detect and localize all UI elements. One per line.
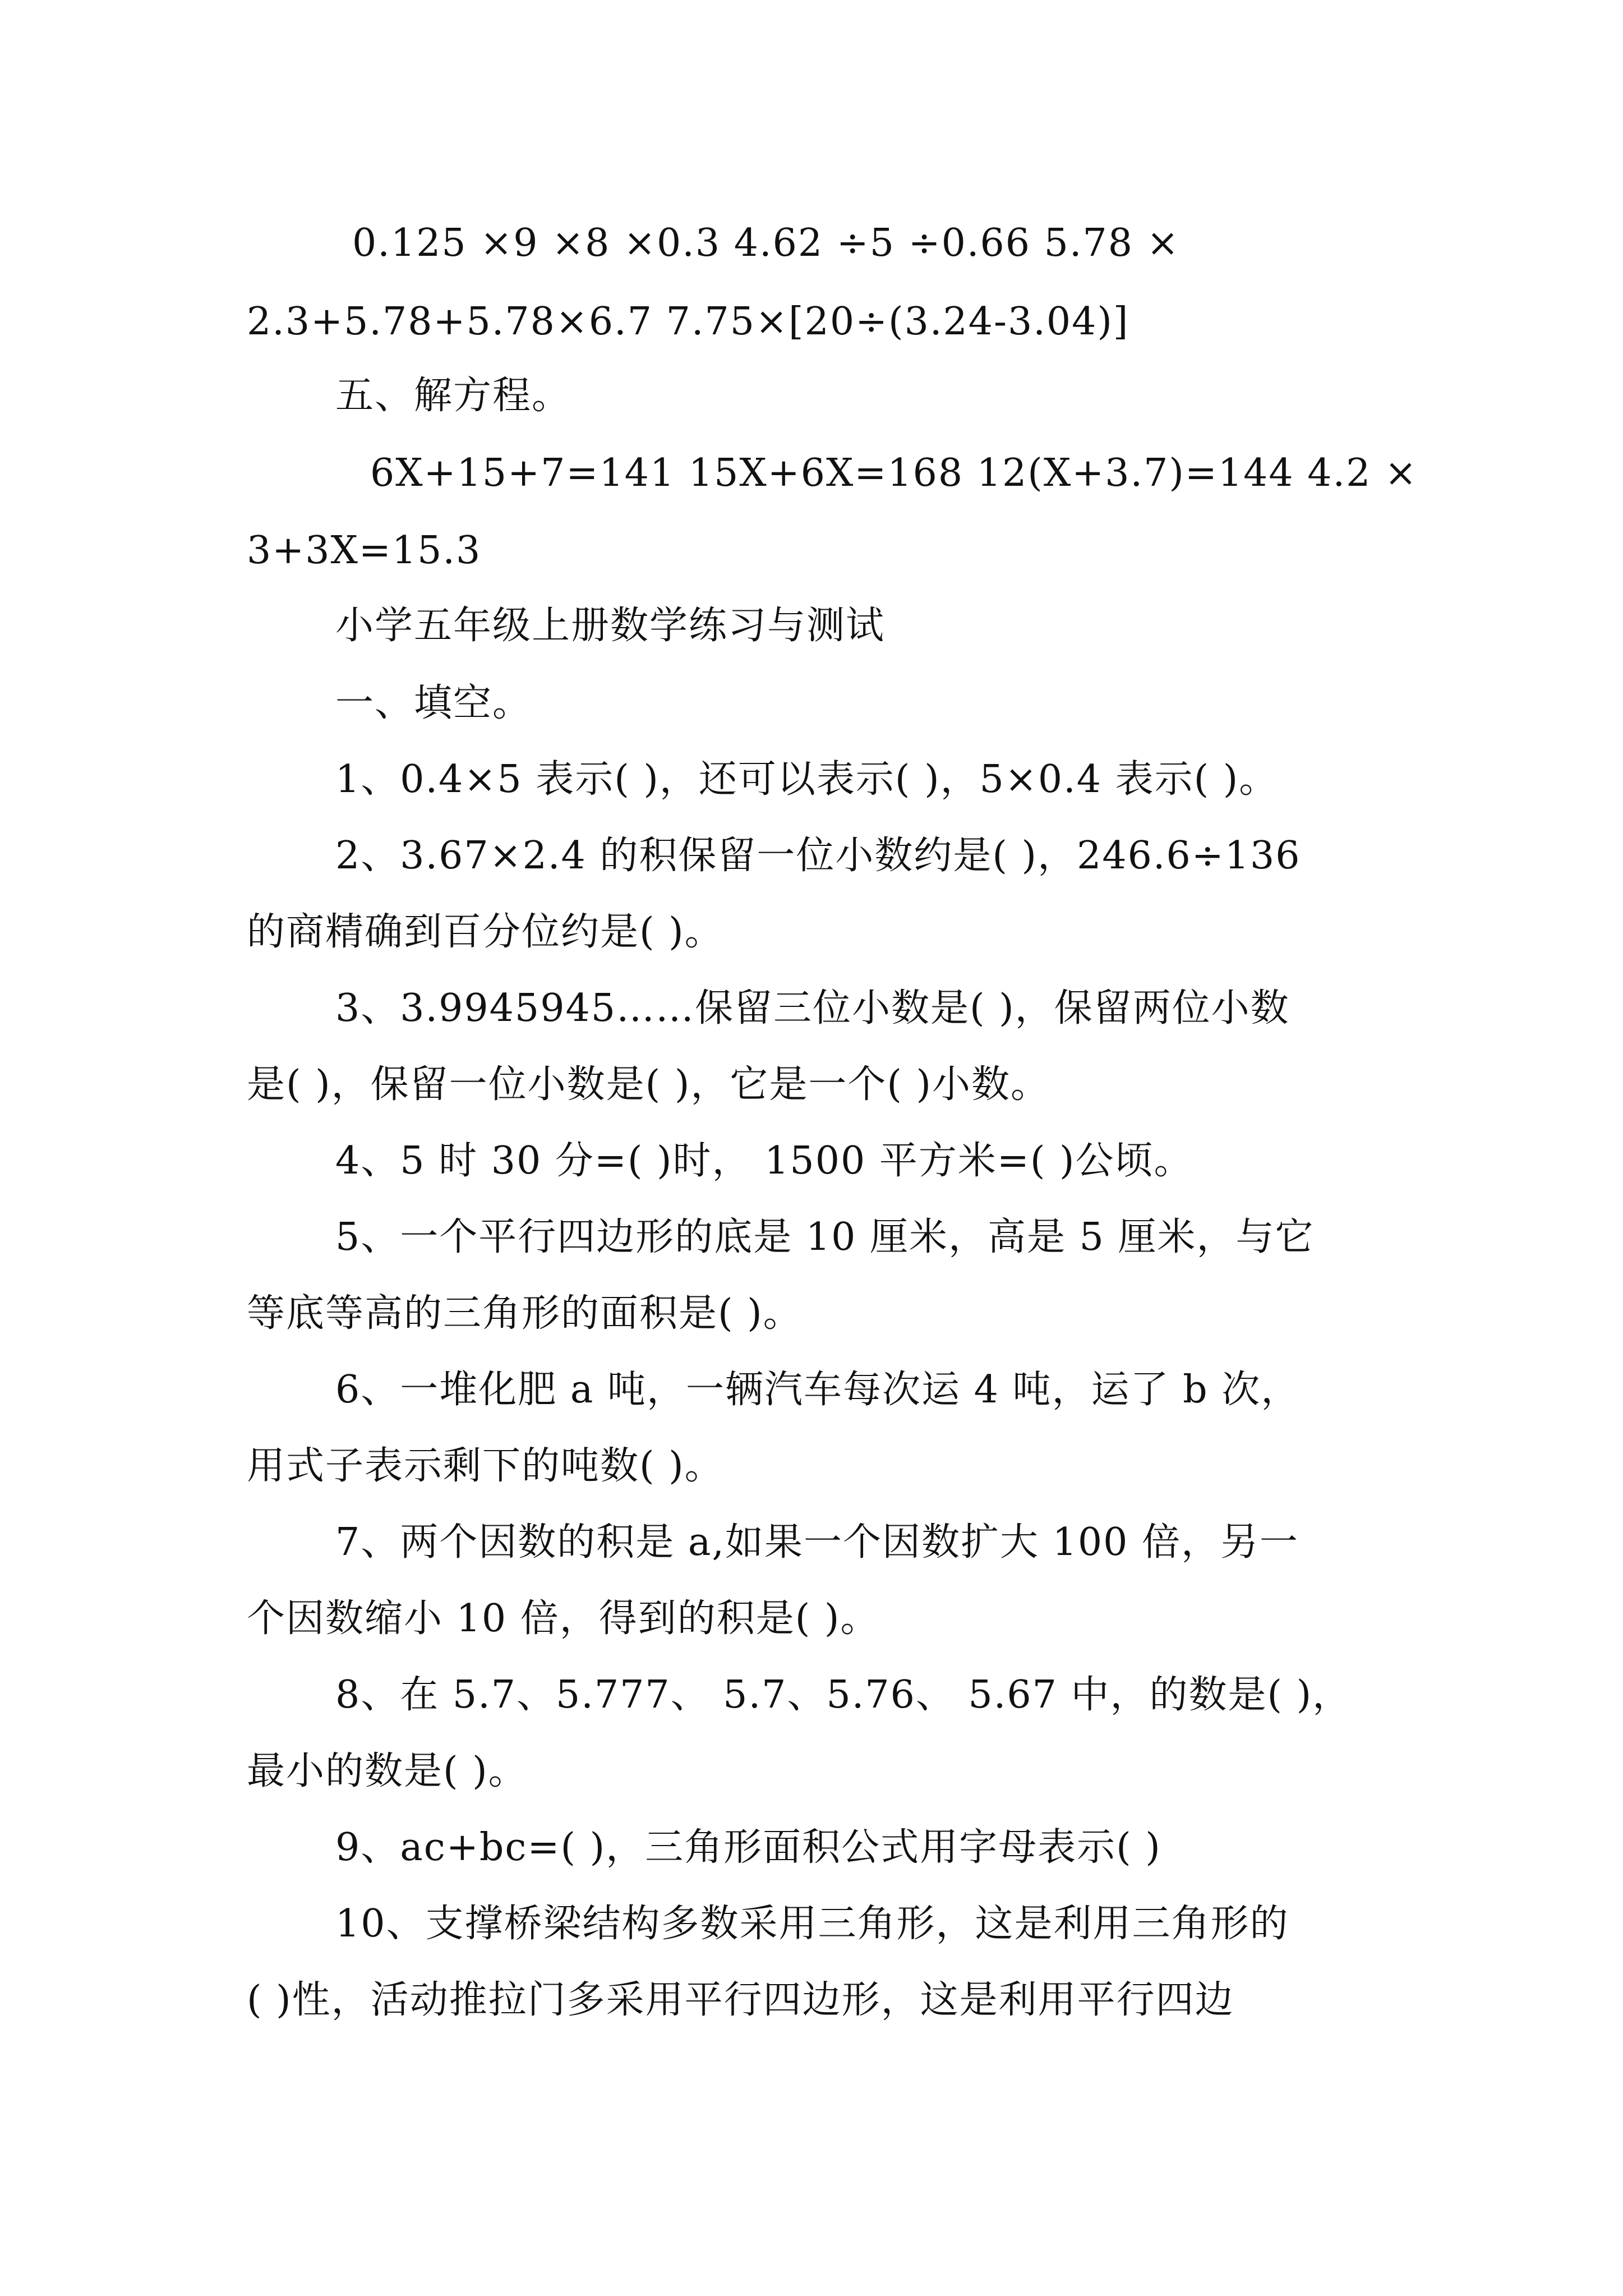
question-10-line-1: 10、支撑桥梁结构多数采用三角形，这是利用三角形的: [335, 1902, 1289, 1946]
question-1-line-1: 1、0.4×5 表示( )，还可以表示( )，5×0.4 表示( )。: [335, 757, 1279, 802]
question-8-line-2: 最小的数是( )。: [247, 1749, 528, 1793]
question-3-line-1: 3、3.9945945……保留三位小数是( )，保留两位小数: [335, 986, 1290, 1030]
calc-problems-line-2: 2.3+5.78+5.78×6.7 7.75×[20÷(3.24-3.04)]: [247, 300, 1129, 344]
question-4-line-1: 4、5 时 30 分=( )时， 1500 平方米=( )公顷。: [335, 1139, 1193, 1183]
question-3-line-2: 是( )，保留一位小数是( )，它是一个( )小数。: [247, 1062, 1050, 1107]
question-10-line-2: ( )性，活动推拉门多采用平行四边形，这是利用平行四边: [247, 1978, 1234, 2022]
question-8-line-1: 8、在 5.7、5.777、 5.7、5.76、 5.67 中，的数是( )，: [335, 1673, 1352, 1717]
question-6-line-1: 6、一堆化肥 a 吨，一辆汽车每次运 4 吨，运了 b 次，: [335, 1368, 1301, 1412]
equations-line-2: 3+3X=15.3: [247, 528, 482, 573]
test-title: 小学五年级上册数学练习与测试: [335, 604, 886, 648]
equations-line-1: 6X+15+7=141 15X+6X=168 12(X+3.7)=144 4.2 ×: [370, 451, 1418, 495]
question-5-line-2: 等底等高的三角形的面积是( )。: [247, 1291, 803, 1336]
question-7-line-1: 7、两个因数的积是 a,如果一个因数扩大 100 倍，另一: [335, 1520, 1299, 1565]
question-9-line-1: 9、ac+bc=( )，三角形面积公式用字母表示( ): [335, 1825, 1161, 1870]
section-heading-fill-blanks: 一、填空。: [335, 681, 532, 725]
question-6-line-2: 用式子表示剩下的吨数( )。: [247, 1444, 724, 1488]
question-7-line-2: 个因数缩小 10 倍，得到的积是( )。: [247, 1596, 880, 1641]
section-heading-solve-equations: 五、解方程。: [335, 374, 571, 418]
question-2-line-2: 的商精确到百分位约是( )。: [247, 910, 724, 954]
calc-problems-line-1: 0.125 ×9 ×8 ×0.3 4.62 ÷5 ÷0.66 5.78 ×: [352, 221, 1180, 265]
question-5-line-1: 5、一个平行四边形的底是 10 厘米，高是 5 厘米，与它: [335, 1215, 1315, 1259]
question-2-line-1: 2、3.67×2.4 的积保留一位小数约是( )，246.6÷136: [335, 834, 1301, 878]
